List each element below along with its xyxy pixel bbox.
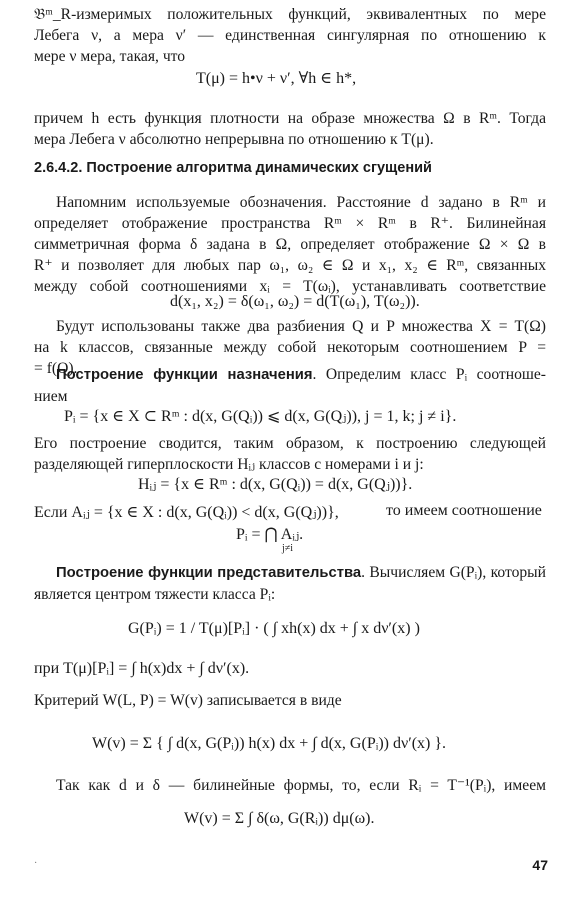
page-speck: · [34, 858, 38, 869]
text-line: симметричная форма δ задана в Ω, определяет отображение Ω × Ω в [34, 236, 546, 253]
text-line: на k классов, связанные между собой некоторым соотношением P = [34, 339, 546, 356]
paragraph-bilinear [34, 775, 546, 796]
paragraph-notation [34, 192, 546, 297]
paragraph-assignment-function [34, 364, 546, 407]
equation-intersection: Pᵢ = ⋂ Aᵢⱼ. [236, 526, 304, 543]
text-line: = f(Q). [34, 360, 78, 377]
text-relation: то имеем соотношение [386, 502, 542, 519]
text-line: Так как d и δ — билинейные формы, то, если Rᵢ = T⁻¹(Pᵢ), имеем [56, 777, 546, 794]
text-run: . Вычисляем G(Pᵢ), который [361, 564, 546, 581]
equation-center-of-gravity: G(Pᵢ) = 1 / T(μ)[Pᵢ] · ( ∫ xh(x) dx + ∫ x dν′(x) ) [128, 620, 420, 637]
paragraph-lead-bold: Построение функции представительства [56, 565, 362, 581]
paragraph-hyperplane [34, 433, 546, 475]
section-heading: 2.6.4.2. Построение алгоритма динамических сгущений [34, 160, 432, 176]
text-line: является центром тяжести класса Pᵢ: [34, 586, 276, 603]
text-line: определяет отображение пространства Rᵐ × Rᵐ в R⁺. Билинейная [34, 215, 546, 232]
text-run: . Определим класс Pᵢ соотноше- [312, 366, 546, 383]
text-line: мере ν мера, такая, что [34, 48, 186, 65]
equation-criterion-omega: W(v) = Σ ∫ δ(ω, G(Rᵢ)) dμ(ω). [184, 810, 375, 827]
text-line: 𝔅ᵐ_R-измеримых положительных функций, эквивалентных по мере [34, 6, 546, 23]
equation-set-a: Если Aᵢⱼ = {x ∈ X : d(x, G(Qᵢ)) < d(x, G(Qⱼ))}, [34, 504, 339, 521]
equation-subscript: j≠i [282, 543, 294, 554]
text-line: причем h есть функция плотности на образе множества Ω в Rᵐ. Тогда [34, 110, 546, 127]
text-line: между собой соотношениями xᵢ = T(ωᵢ), устанавливать соответствие [34, 278, 546, 295]
text-line: мера Лебега ν абсолютно непрерывна по отношению к T(μ). [34, 131, 434, 148]
text-line: R⁺ и позволяет для любых пар ω₁, ω₂ ∈ Ω и x₁, x₂ ∈ Rᵐ, связанных [34, 257, 546, 274]
text-line: Будут использованы также два разбиения Q и P множества X = T(Ω) [56, 318, 546, 335]
equation-class-definition: Pᵢ = {x ∈ X ⊂ Rᵐ : d(x, G(Qᵢ)) ⩽ d(x, G(Qⱼ)), j = 1, k; j ≠ i}. [64, 408, 457, 425]
text-line: Его построение сводится, таким образом, к построению следующей [34, 435, 546, 452]
text-line: Лебега ν, а мера ν′ — единственная сингулярная по отношению к [34, 27, 546, 44]
equation-measure-of-class: при T(μ)[Pᵢ] = ∫ h(x)dx + ∫ dν′(x). [34, 660, 250, 677]
paragraph-representation-function [34, 562, 546, 605]
paragraph-density [34, 108, 546, 150]
text-line: Напомним используемые обозначения. Расстояние d задано в Rᵐ и [56, 194, 546, 211]
text-line [34, 562, 546, 584]
equation-measure-decomposition: T(μ) = h•ν + ν′, ∀h ∈ h*, [196, 70, 357, 87]
text-line [34, 364, 546, 386]
text-line: разделяющей гиперплоскости Hᵢⱼ классов с номерами i и j: [34, 456, 424, 473]
page-number: 47 [532, 857, 548, 873]
paragraph-lead-bold: Построение функции назначения [56, 367, 313, 383]
paragraph-measure-definition [34, 4, 546, 67]
equation-hyperplane: Hᵢⱼ = {x ∈ Rᵐ : d(x, G(Qᵢ)) = d(x, G(Qⱼ))}. [138, 476, 413, 493]
text-criterion: Критерий W(L, P) = W(v) записывается в виде [34, 692, 342, 709]
text-line: нием [34, 388, 68, 405]
equation-distance-correspondence: d(x₁, x₂) = δ(ω₁, ω₂) = d(T(ω₁), T(ω₂)). [170, 293, 420, 310]
equation-criterion: W(v) = Σ { ∫ d(x, G(Pᵢ)) h(x) dx + ∫ d(x, G(Pᵢ)) dν′(x) }. [92, 735, 447, 752]
